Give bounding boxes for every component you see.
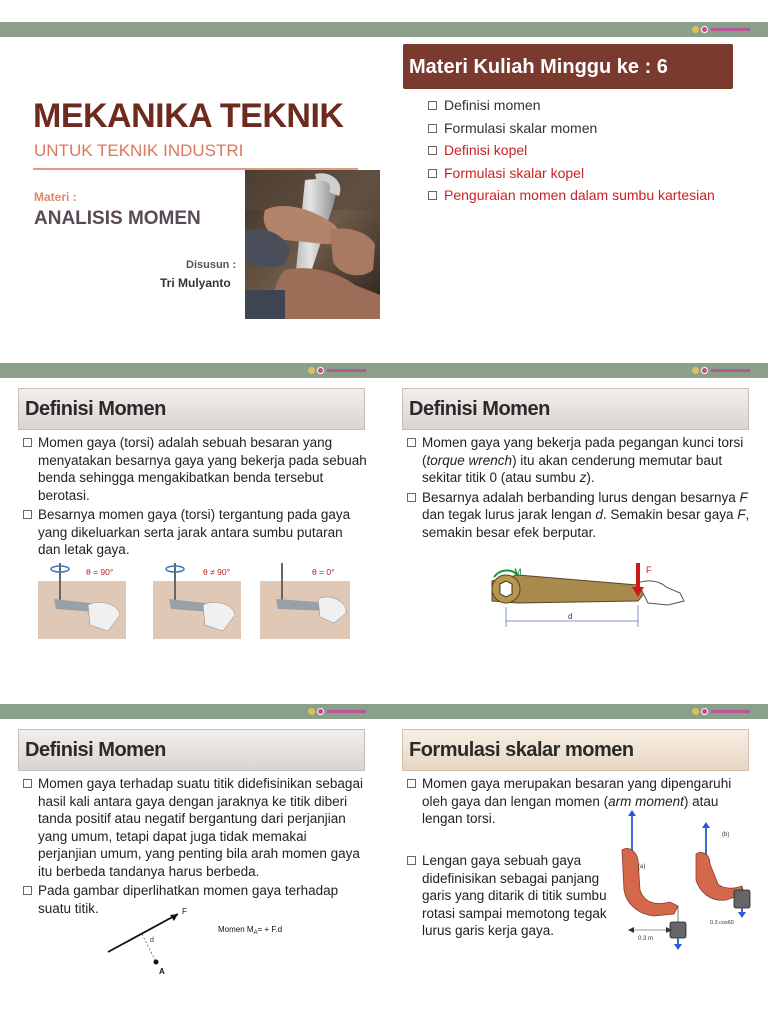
bullet-list bbox=[22, 434, 367, 561]
slide-topbar bbox=[384, 22, 768, 37]
agenda-item: Definisi kopel bbox=[428, 139, 715, 162]
agenda-list bbox=[428, 94, 715, 207]
checkbox-bullet-icon bbox=[428, 191, 437, 200]
arm-figure-b bbox=[696, 822, 750, 926]
wrench-figure-0 bbox=[260, 563, 350, 639]
agenda-item: Definisi momen bbox=[428, 94, 715, 117]
slide-title: Definisi Momen bbox=[18, 729, 365, 771]
svg-text:d: d bbox=[568, 612, 573, 621]
slide-definisi-momen-1 bbox=[0, 341, 384, 682]
slide-topbar bbox=[384, 363, 768, 378]
bullet-item: Lengan gaya sebuah gaya didefinisikan sebagai panjang garis yang ditarik di titik sumbu rotasi sampai memotong tegak lurus garis kerja gaya. bbox=[406, 852, 612, 940]
checkbox-bullet-icon bbox=[407, 856, 416, 865]
checkbox-bullet-icon bbox=[407, 779, 416, 788]
checkbox-bullet-icon bbox=[23, 510, 32, 519]
bullet-list bbox=[22, 775, 367, 919]
bullet-item: Momen gaya merupakan besaran yang dipengaruhi oleh gaya dan lengan momen (arm moment) atau lengan torsi. bbox=[406, 775, 751, 828]
slide-title: Formulasi skalar momen bbox=[402, 729, 749, 771]
svg-text:θ = 0°: θ = 0° bbox=[312, 567, 335, 577]
svg-text:0.3 cos60: 0.3 cos60 bbox=[710, 920, 734, 926]
materi-label: Materi : bbox=[34, 190, 77, 204]
slide-title: Definisi Momen bbox=[18, 388, 365, 430]
university-logo-icon bbox=[308, 367, 366, 374]
checkbox-bullet-icon bbox=[23, 779, 32, 788]
materi-title: ANALISIS MOMEN bbox=[34, 208, 201, 229]
moment-diagram bbox=[100, 904, 300, 976]
checkbox-bullet-icon bbox=[407, 493, 416, 502]
arm-figure-a bbox=[622, 810, 686, 950]
svg-text:θ = 90°: θ = 90° bbox=[86, 567, 114, 577]
checkbox-bullet-icon bbox=[428, 146, 437, 155]
svg-text:0.3 m: 0.3 m bbox=[638, 936, 654, 942]
checkbox-bullet-icon bbox=[428, 124, 437, 133]
bullet-item: Momen gaya (torsi) adalah sebuah besaran yang menyatakan besarnya gaya yang bekerja pada sebuah benda sehingga mengakibatkan benda tersebut berotasi. bbox=[22, 434, 367, 504]
agenda-item: Penguraian momen dalam sumbu kartesian bbox=[428, 184, 715, 207]
svg-text:d: d bbox=[150, 937, 154, 944]
bullet-list-2 bbox=[406, 852, 612, 942]
author-name: Tri Mulyanto bbox=[160, 276, 231, 290]
slide-title: Definisi Momen bbox=[402, 388, 749, 430]
svg-text:θ ≠ 90°: θ ≠ 90° bbox=[203, 567, 230, 577]
bullet-item: Besarnya momen gaya (torsi) tergantung pada gaya yang dikeluarkan serta jarak antara sumbu putaran dan letak gaya. bbox=[22, 506, 367, 559]
slide-definisi-momen-2 bbox=[384, 341, 768, 682]
bullet-list bbox=[406, 434, 751, 543]
svg-text:M: M bbox=[514, 567, 522, 577]
svg-text:F: F bbox=[182, 907, 187, 916]
torque-wrench-diagram bbox=[488, 561, 698, 633]
bullet-item: Momen gaya yang bekerja pada pegangan kunci torsi (torque wrench) itu akan cenderung memutar baut sekitar titik 0 (atau sumbu z). bbox=[406, 434, 751, 487]
checkbox-bullet-icon bbox=[23, 886, 32, 895]
agenda-item: Formulasi skalar momen bbox=[428, 117, 715, 140]
slide-topbar bbox=[0, 363, 384, 378]
slide-title bbox=[0, 0, 384, 341]
svg-text:A: A bbox=[159, 967, 165, 976]
university-logo-icon bbox=[692, 708, 750, 715]
agenda-header: Materi Kuliah Minggu ke : 6 bbox=[403, 44, 733, 89]
disusun-label: Disusun : bbox=[186, 259, 237, 271]
slide-topbar bbox=[0, 704, 384, 719]
wrench-photo bbox=[245, 170, 380, 319]
checkbox-bullet-icon bbox=[428, 101, 437, 110]
slide-definisi-momen-3 bbox=[0, 682, 384, 1024]
wrench-figure-90 bbox=[38, 563, 126, 639]
course-title: MEKANIKA TEKNIK bbox=[33, 97, 344, 135]
wrench-figure-not-90 bbox=[153, 563, 241, 639]
slide-topbar bbox=[0, 22, 384, 37]
bullet-item: Pada gambar diperlihatkan momen gaya terhadap suatu titik. bbox=[22, 882, 367, 917]
arm-moment-figure bbox=[614, 810, 754, 950]
svg-text:(a): (a) bbox=[638, 864, 646, 870]
slide-agenda bbox=[384, 0, 768, 341]
checkbox-bullet-icon bbox=[23, 438, 32, 447]
svg-text:(b): (b) bbox=[722, 832, 730, 838]
course-subtitle: UNTUK TEKNIK INDUSTRI bbox=[34, 141, 244, 160]
bullet-item: Momen gaya terhadap suatu titik didefisinikan sebagai hasil kali antara gaya dengan jaraknya ke titik diberi tanda positif atau negatif bergantung dari perjanjian yang umum, tetapi dapat juga tidak memakai perjanjian umum, yang penting bila arah momen gaya itu berbeda tandanya harus berbeda. bbox=[22, 775, 367, 880]
checkbox-bullet-icon bbox=[407, 438, 416, 447]
torque-angle-figures bbox=[38, 561, 358, 643]
bullet-item: Besarnya adalah berbanding lurus dengan besarnya F dan tegak lurus jarak lengan d. Semakin besar gaya F, semakin besar efek berputar. bbox=[406, 489, 751, 542]
university-logo-icon bbox=[692, 367, 750, 374]
checkbox-bullet-icon bbox=[428, 169, 437, 178]
university-logo-icon bbox=[308, 708, 366, 715]
university-logo-icon bbox=[692, 26, 750, 33]
slide-formulasi-skalar-momen bbox=[384, 682, 768, 1024]
svg-text:F: F bbox=[646, 565, 652, 575]
slide-topbar bbox=[384, 704, 768, 719]
svg-text:Momen MA= + F.d: Momen $M_A= + F.d$ bbox=[218, 925, 283, 936]
agenda-item: Formulasi skalar kopel bbox=[428, 162, 715, 185]
